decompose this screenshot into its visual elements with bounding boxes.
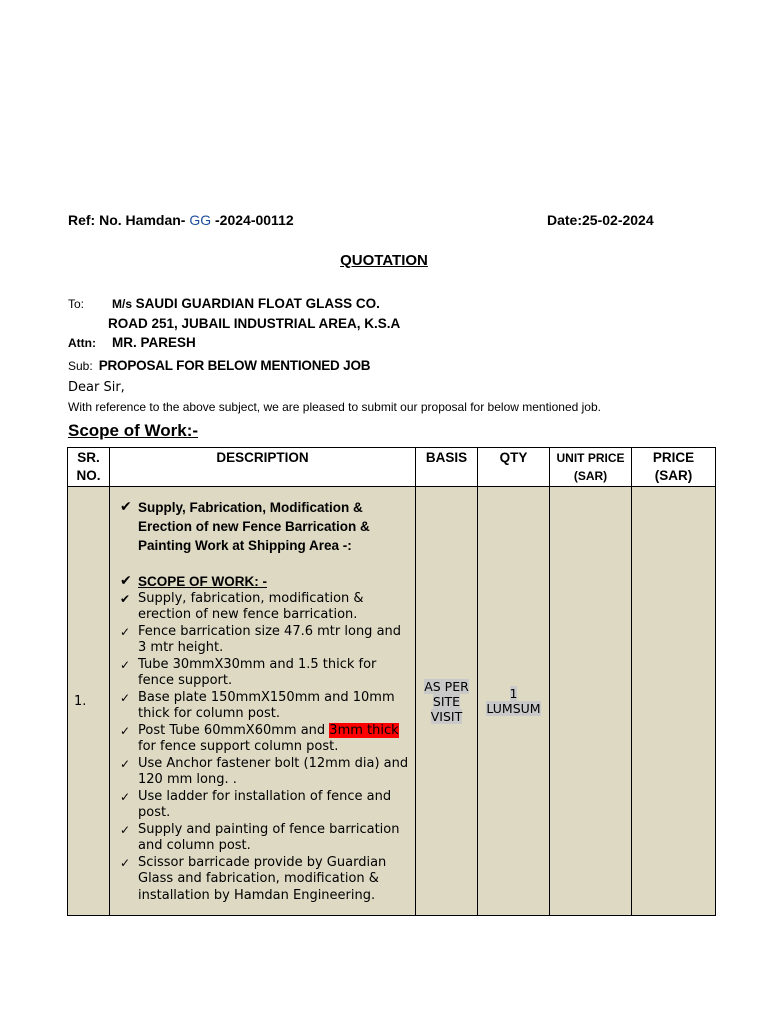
reference-number [68, 212, 294, 228]
list-item-text: Use ladder for installation of fence and post. [138, 788, 392, 821]
checkmark-icon: ✔ [120, 572, 132, 589]
basis-line2: SITE [432, 693, 461, 709]
basis-line3: VISIT [430, 708, 463, 724]
to-label: To: [68, 297, 85, 311]
list-item-text: Fence barrication size 47.6 mtr long and 3 mtr height. [138, 623, 402, 656]
main-item [116, 498, 411, 555]
list-item-text: Base plate 150mmX150mm and 10mm thick for column post. [138, 689, 395, 722]
qty-line2: LUMSUM [486, 701, 541, 716]
ref-suffix: -2024-00112 [215, 212, 294, 228]
recipient-block [68, 294, 400, 353]
attn-name: MR. PARESH [112, 335, 196, 350]
checkmark-icon: ✓ [120, 789, 131, 804]
sr-number-cell: 1. [68, 487, 110, 916]
scope-heading: Scope of Work:- [68, 421, 199, 440]
list-item [116, 624, 411, 657]
subject-line [68, 358, 370, 373]
post-tube-after: for fence support column post. [138, 739, 339, 755]
quotation-table [67, 447, 716, 916]
highlighted-thickness: 3mm thick [329, 722, 399, 738]
qty-line1: 1 [509, 686, 518, 701]
list-item [116, 822, 411, 855]
greeting: Dear Sir, [68, 380, 125, 395]
checkmark-icon: ✓ [120, 855, 131, 870]
price-cell [632, 487, 716, 916]
list-item [116, 855, 411, 905]
checkmark-icon: ✓ [120, 822, 131, 837]
qty-cell [478, 487, 550, 916]
list-item [116, 756, 411, 789]
checkmark-icon: ✔ [120, 498, 132, 515]
quotation-date: Date:25-02-2024 [547, 212, 654, 228]
header-price [632, 448, 716, 487]
header-description: DESCRIPTION [110, 448, 416, 487]
header-sr-no [68, 448, 110, 487]
list-item-text: Scissor barricade provide by Guardian Glass and fabrication, modification & installation by Hamdan Engineering. [138, 854, 387, 903]
checkmark-icon: ✓ [120, 756, 131, 771]
table-header-row [68, 448, 716, 487]
header-basis: BASIS [416, 448, 478, 487]
document-title: QUOTATION [340, 252, 428, 269]
main-item-text: Supply, Fabrication, Modification & Erection of new Fence Barrication & Painting Work at Shipping Area -: [138, 499, 370, 553]
intro-paragraph: With reference to the above subject, we are pleased to submit our proposal for below mentioned job. [68, 400, 601, 414]
basis-line1: AS PER [424, 678, 469, 694]
unit-price-cell [550, 487, 632, 916]
list-item-text: Use Anchor fastener bolt (12mm dia) and 120 mm long. . [138, 755, 409, 788]
list-item-text: Supply and painting of fence barrication and column post. [138, 821, 400, 854]
ref-prefix: Ref: No. Hamdan- [68, 212, 186, 228]
company-name: SAUDI GUARDIAN FLOAT GLASS CO. [135, 296, 380, 311]
list-item-text: Tube 30mmX30mm and 1.5 thick for fence support. [138, 656, 377, 689]
checkmark-icon: ✓ [120, 657, 131, 672]
list-item-text: Supply, fabrication, modification & erection of new fence barrication. [138, 590, 364, 623]
company-address: ROAD 251, JUBAIL INDUSTRIAL AREA, K.S.A [108, 316, 401, 331]
header-sr-line2: NO. [76, 468, 101, 483]
table-row [68, 487, 716, 916]
header-sr-line1: SR. [77, 450, 100, 465]
attn-label: Attn: [68, 336, 96, 350]
header-unit-price-line2: (SAR) [573, 469, 608, 483]
basis-cell [416, 487, 478, 916]
list-item [116, 591, 411, 624]
list-item [116, 723, 411, 756]
list-item [116, 657, 411, 690]
list-item [116, 789, 411, 822]
scope-of-work-label [116, 572, 411, 591]
subject-text: PROPOSAL FOR BELOW MENTIONED JOB [98, 358, 371, 373]
header-price-line1: PRICE [652, 450, 695, 465]
ms-prefix: M/s [112, 297, 133, 311]
description-cell [110, 487, 416, 916]
scope-of-work-text: SCOPE OF WORK: - [138, 573, 267, 589]
post-tube-before: Post Tube 60mmX60mm and [138, 722, 330, 738]
header-unit-price [550, 448, 632, 487]
header-qty: QTY [478, 448, 550, 487]
subject-label: Sub: [68, 359, 93, 373]
ref-code: GG [189, 212, 212, 228]
checkmark-icon: ✓ [120, 624, 131, 639]
header-unit-price-line1: UNIT PRICE [556, 451, 625, 465]
checkmark-icon: ✓ [120, 723, 131, 738]
description-list [116, 498, 411, 905]
checkmark-icon: ✔ [120, 591, 131, 606]
header-price-line2: (SAR) [654, 468, 693, 483]
checkmark-icon: ✓ [120, 690, 131, 705]
list-item [116, 690, 411, 723]
